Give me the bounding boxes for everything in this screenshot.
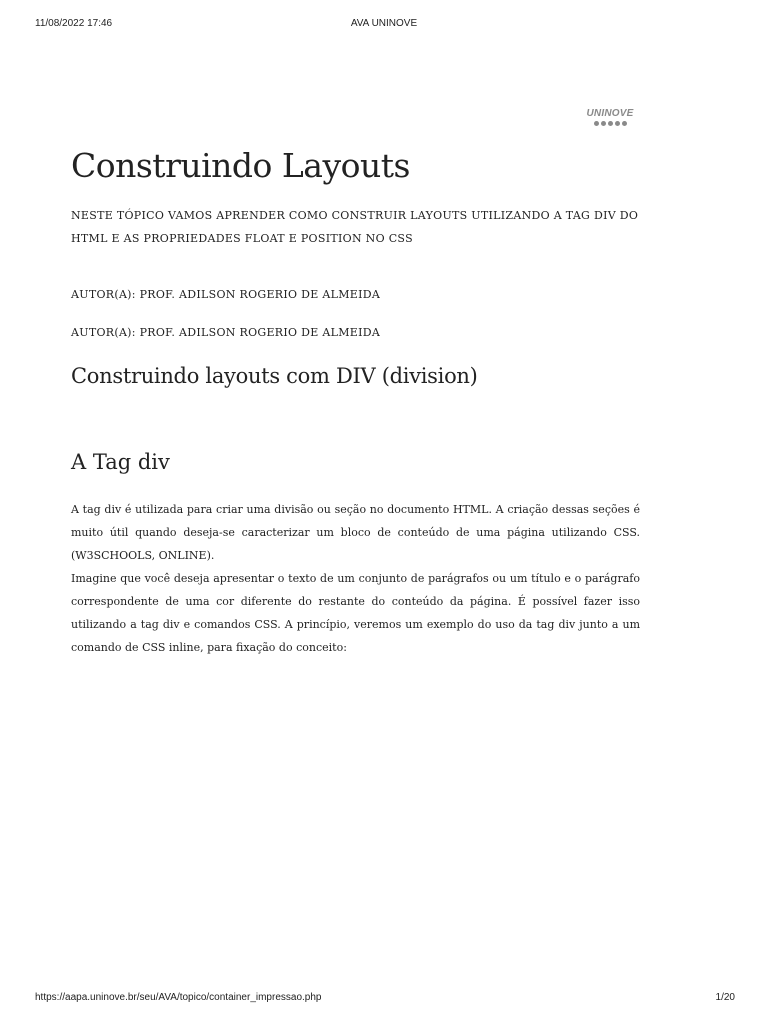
print-url: https://aapa.uninove.br/seu/AVA/topico/container_impressao.php bbox=[35, 992, 322, 1003]
author-line: AUTOR(A): PROF. ADILSON ROGERIO DE ALMEIDA bbox=[71, 326, 381, 339]
uninove-logo bbox=[584, 108, 636, 130]
document-content bbox=[71, 140, 640, 659]
logo-dot bbox=[608, 121, 613, 126]
section-heading: Construindo layouts com DIV (division) bbox=[71, 364, 478, 388]
body-paragraph: Imagine que você deseja apresentar o texto de um conjunto de parágrafos ou um título e o parágrafo correspondente de uma cor diferente do restante do conteúdo da página. É possível fazer isso utilizando a tag div e comandos CSS. A princípio, veremos um exemplo do uso da tag div junto a um comando de CSS inline, para fixação do conceito: bbox=[71, 572, 640, 654]
sub-heading: A Tag div bbox=[71, 450, 170, 474]
logo-dot bbox=[601, 121, 606, 126]
logo-dot bbox=[622, 121, 627, 126]
body-paragraph: A tag div é utilizada para criar uma divisão ou seção no documento HTML. A criação dessas seções é muito útil quando deseja-se caracterizar um bloco de conteúdo de uma página utilizando CSS.(W3SCHOOLS, ONLINE). bbox=[71, 503, 640, 562]
topic-subtitle: NESTE TÓPICO VAMOS APRENDER COMO CONSTRUIR LAYOUTS UTILIZANDO A TAG DIV DO HTML E AS PROPRIEDADES FLOAT E POSITION NO CSS bbox=[71, 209, 639, 245]
print-site-title: AVA UNINOVE bbox=[350, 18, 418, 29]
print-footer bbox=[0, 992, 768, 1006]
logo-text: UNINOVE bbox=[586, 108, 634, 119]
page-indicator: 1/20 bbox=[715, 992, 735, 1003]
print-datetime: 11/08/2022 17:46 bbox=[35, 18, 113, 29]
logo-dot bbox=[594, 121, 599, 126]
page-title: Construindo Layouts bbox=[71, 146, 410, 185]
author-line: AUTOR(A): PROF. ADILSON ROGERIO DE ALMEIDA bbox=[71, 288, 381, 301]
print-header bbox=[0, 18, 768, 32]
logo-dots bbox=[584, 121, 636, 126]
logo-dot bbox=[615, 121, 620, 126]
